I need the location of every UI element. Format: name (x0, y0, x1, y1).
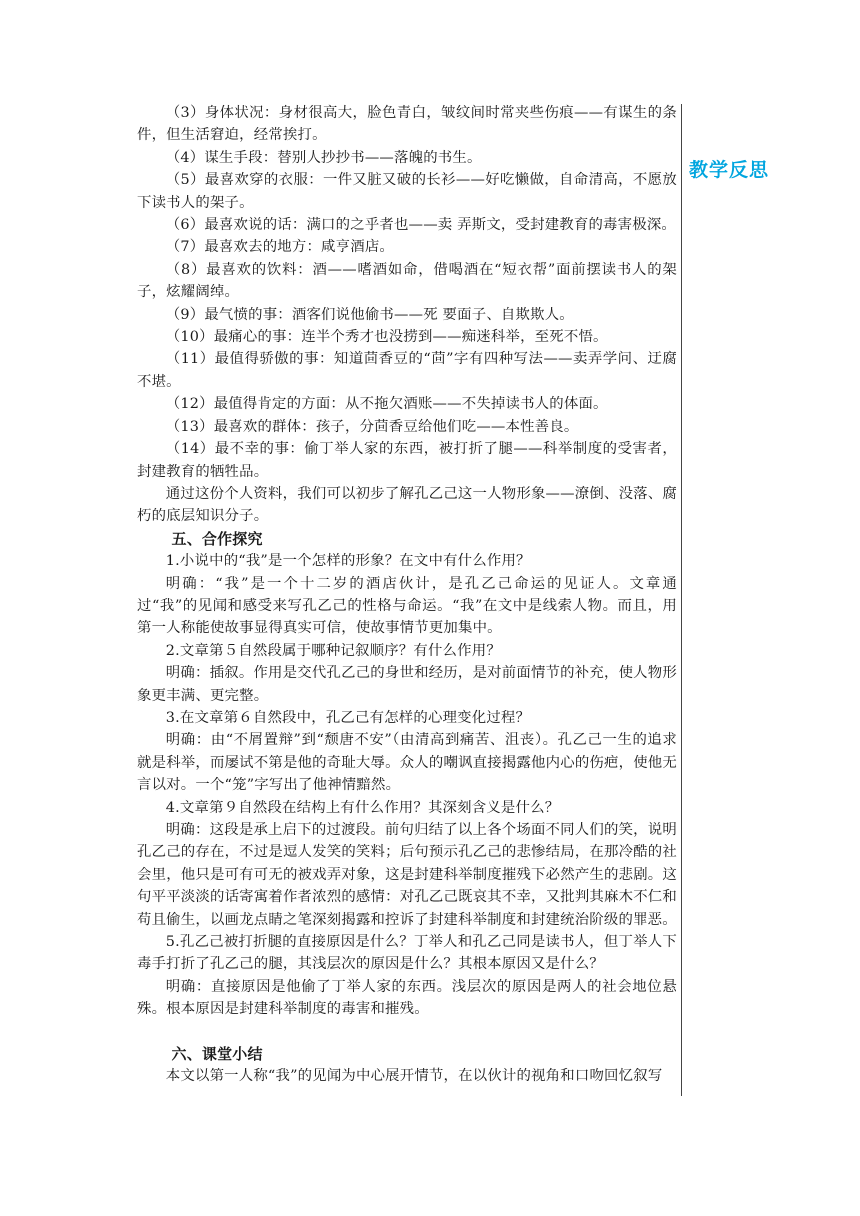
question-4: 4.文章第９自然段在结构上有什么作用？其深刻含义是什么？ (165, 799, 560, 816)
paragraph-item-5: （5）最喜欢穿的衣服：一件又脏又破的长衫——好吃懒做，自命清高，不愿放下读书人的架子。 (137, 172, 677, 211)
paragraph-item-13: （13）最喜欢的群体：孩子，分茴香豆给他们吃——本性善良。 (165, 418, 579, 435)
question-3: 3.在文章第６自然段中，孔乙己有怎样的心理变化过程？ (165, 709, 531, 726)
paragraph-item-8: （8）最喜欢的饮料：酒——嗜酒如命，借喝酒在“短衣帮”面前摆读书人的架子，炫耀阔绰。 (137, 261, 677, 301)
paragraph-item-14: （14）最不幸的事：偷丁举人家的东西，被打折了腿——科举制度的受害者，封建教育的牺牲品。 (137, 441, 677, 480)
paragraph-item-11: （11）最值得骄傲的事：知道茴香豆的“茴”字有四种写法——卖弄学问、迂腐不堪。 (137, 351, 677, 390)
paragraph-item-6: （6）最喜欢说的话：满口的之乎者也——卖 弄斯文，受封建教育的毒害极深。 (165, 217, 677, 234)
answer-3: 明确：由“不屑置辩”到“颓唐不安”（由清高到痛苦、沮丧）。孔乙己一生的追求就是科举，而屡试不第是他的奇耻大辱。众人的嘲讽直接揭露他内心的伤疤，使他无言以对。一个“笼”字写出了他神情黯然。 (137, 732, 677, 794)
answer-5: 明确：直接原因是他偷了丁举人家的东西。浅层次的原因是两人的社会地位悬殊。根本原因是封建科举制度的毒害和摧残。 (137, 978, 677, 1018)
section-heading-6: 六、课堂小结 (171, 1044, 263, 1063)
paragraph-item-4: （4）谋生手段：替别人抄抄书——落魄的书生。 (165, 149, 482, 166)
column-divider (681, 104, 682, 1096)
reflection-title: 教学反思 (689, 159, 770, 181)
question-5: 5.孔乙己被打折腿的直接原因是什么？丁举人和孔乙己同是读书人，但丁举人下毒手打折了孔乙己的腿，其浅层次的原因是什么？其根本原因又是什么？ (137, 934, 677, 973)
paragraph-item-7: （7）最喜欢去的地方：咸亨酒店。 (165, 239, 395, 256)
paragraph-item-3: （3）身体状况：身材很高大，脸色青白，皱纹间时常夹些伤痕——有谋生的条件，但生活窘迫，经常挨打。 (137, 105, 677, 144)
lesson-body (137, 102, 677, 1087)
answer-1: 明确：“我”是一个十二岁的酒店伙计，是孔乙己命运的见证人。文章通过“我”的见闻和感受来写孔乙己的性格与命运。“我”在文中是线索人物。而且，用第一人称能使故事显得真实可信，使故事情节更加集中。 (137, 575, 677, 637)
paragraph-item-10: （10）最痛心的事：连半个秀才也没捞到——痴迷科举，至死不悟。 (165, 329, 608, 346)
summary-paragraph: 本文以第一人称“我”的见闻为中心展开情节，在以伙计的视角和口吻回忆叙写 (165, 1068, 663, 1085)
paragraph-item-9: （9）最气愤的事：酒客们说他偷书——死 要面子、自欺欺人。 (165, 306, 574, 323)
paragraph-summary: 通过这份个人资料，我们可以初步了解孔乙己这一人物形象——潦倒、没落、腐朽的底层知识分子。 (137, 485, 677, 525)
paragraph-item-12: （12）最值得肯定的方面：从不拖欠酒账——不失掉读书人的体面。 (165, 396, 608, 413)
section-heading-5: 五、合作探究 (171, 529, 263, 548)
answer-4: 明确：这段是承上启下的过渡段。前句归结了以上各个场面不同人们的笑，说明孔乙己的存在，不过是逗人发笑的笑料；后句预示孔乙己的悲惨结局，在那冷酷的社会里，他只是可有可无的被戏弄对象，这是封建科举制度摧残下必然产生的悲剧。这句平平淡淡的话寄寓着作者浓烈的感情：对孔乙己既哀其不幸，又批判其麻木不仁和苟且偷生，以画龙点睛之笔深刻揭露和控诉了封建科举制度和封建统治阶级的罪恶。 (137, 822, 677, 928)
answer-2: 明确：插叙。作用是交代孔乙己的身世和经历，是对前面情节的补充，使人物形象更丰满、更完整。 (137, 665, 677, 704)
question-1: 1.小说中的“我”是一个怎样的形象？在文中有什么作用？ (165, 553, 531, 570)
question-2: 2.文章第５自然段属于哪种记叙顺序？有什么作用？ (165, 642, 501, 659)
